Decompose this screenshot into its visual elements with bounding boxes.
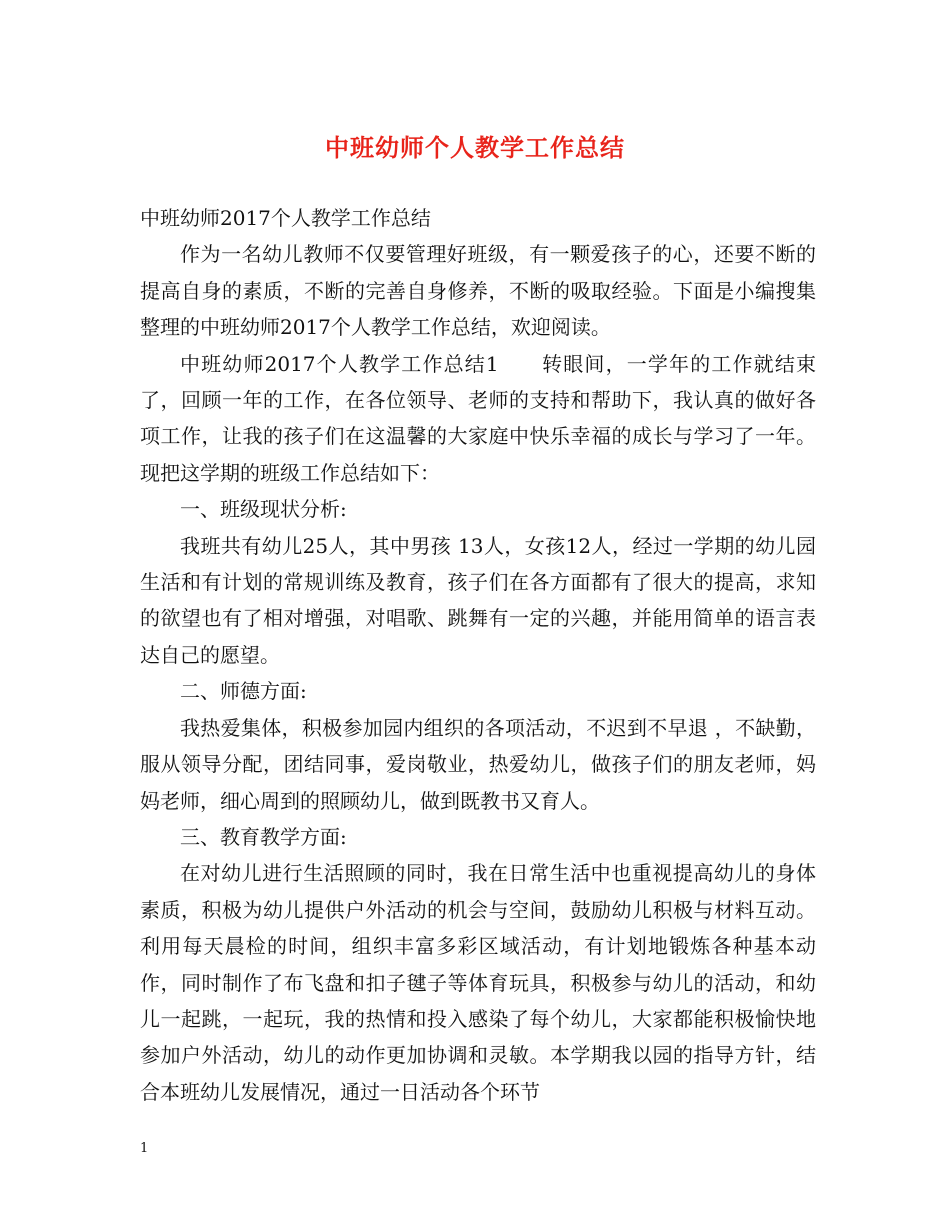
document-body [140, 200, 816, 1110]
body-paragraph: 中班幼师2017个人教学工作总结1 转眼间，一学年的工作就结束了，回顾一年的工作，在各位领导、老师的支持和帮助下，我认真的做好各项工作，让我的孩子们在这温馨的大家庭中快乐幸福的成长与学习了一年。现把这学期的班级工作总结如下： [140, 351, 816, 485]
page-number: 1 [140, 1141, 149, 1156]
body-paragraph: 我热爱集体，积极参加园内组织的各项活动，不迟到不早退 ，不缺勤，服从领导分配，团结同事，爱岗敬业，热爱幼儿，做孩子们的朋友老师，妈妈老师，细心周到的照顾幼儿，做到既教书又育人。 [140, 715, 816, 813]
body-paragraph: 我班共有幼儿25人，其中男孩 13人，女孩12人，经过一学期的幼儿园生活和有计划的常规训练及教育，孩子们在各方面都有了很大的提高，求知的欲望也有了相对增强，对唱歌、跳舞有一定的兴趣，并能用简单的语言表达自己的愿望。 [140, 533, 816, 667]
body-paragraph: 中班幼师2017个人教学工作总结 [140, 206, 431, 230]
body-paragraph: 一、班级现状分析: [180, 497, 347, 522]
body-paragraph: 作为一名幼儿教师不仅要管理好班级，有一颗爱孩子的心，还要不断的提高自身的素质，不断的完善自身修养，不断的吸取经验。下面是小编搜集整理的中班幼师2017个人教学工作总结，欢迎阅读。 [140, 242, 816, 340]
body-paragraph: 在对幼儿进行生活照顾的同时，我在日常生活中也重视提高幼儿的身体素质，积极为幼儿提供户外活动的机会与空间，鼓励幼儿积极与材料互动。利用每天晨检的时间，组织丰富多彩区域活动，有计划地锻炼各种基本动作，同时制作了布飞盘和扣子毽子等体育玩具，积极参与幼儿的活动，和幼儿一起跳，一起玩，我的热情和投入感染了每个幼儿，大家都能积极愉快地参加户外活动，幼儿的动作更加协调和灵敏。本学期我以园的指导方针，结合本班幼儿发展情况，通过一日活动各个环节 [140, 861, 816, 1104]
body-paragraph: 二、师德方面: [180, 679, 307, 704]
body-paragraph: 三、教育教学方面: [180, 824, 347, 849]
page-title: 中班幼师个人教学工作总结 [325, 133, 625, 162]
